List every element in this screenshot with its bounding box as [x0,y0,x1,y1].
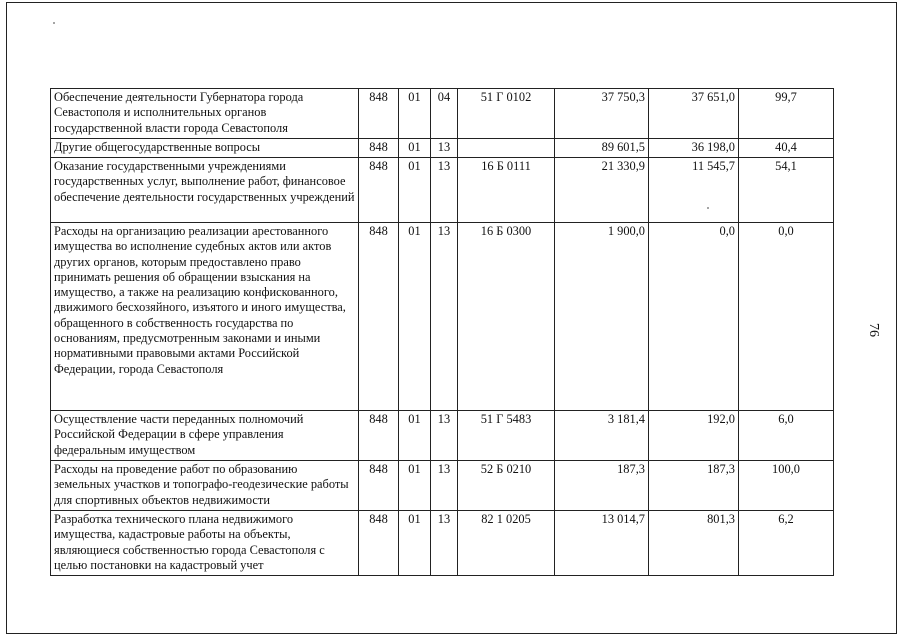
subsection-code: 13 [431,411,458,461]
grbs-code: 848 [359,139,399,158]
planned-amount: 37 750,3 [555,89,649,139]
target-article-code: 16 Б 0300 [458,223,555,411]
expense-name: Другие общегосударственные вопросы [51,139,359,158]
expense-name: Обеспечение деятельности Губернатора города Севастополя и исполнительных органов государственной власти города Севастополя [51,89,359,139]
execution-percent: 99,7 [739,89,834,139]
execution-percent: 40,4 [739,139,834,158]
execution-percent: 6,2 [739,511,834,576]
table-row [51,461,834,511]
execution-percent: 100,0 [739,461,834,511]
actual-amount: 37 651,0 [649,89,739,139]
expense-name: Разработка технического плана недвижимого имущества, кадастровые работы на объекты, являющиеся собственностью города Севастополя с целью постановки на кадастровый учет [51,511,359,576]
grbs-code: 848 [359,158,399,223]
page-number: 76 [866,323,881,337]
expense-name: Расходы на организацию реализации арестованного имущества во исполнение судебных актов или актов других органов, которым предоставлено право принимать решения об обращении взыскания на имущество, а также на реализацию конфискованного, движимого бесхозяйного, изъятого и иного имущества, обращенного в собственность государства по основаниям, предусмотренным законами и иными нормативными правовыми актами Российской Федерации, города Севастополя [51,223,359,411]
grbs-code: 848 [359,411,399,461]
target-article-code [458,139,555,158]
execution-percent: 0,0 [739,223,834,411]
section-code: 01 [399,411,431,461]
subsection-code: 13 [431,158,458,223]
planned-amount: 1 900,0 [555,223,649,411]
actual-amount: 187,3 [649,461,739,511]
expense-name: Оказание государственными учреждениями государственных услуг, выполнение работ, финансовое обеспечение деятельности государственных учреждений [51,158,359,223]
grbs-code: 848 [359,511,399,576]
execution-percent: 54,1 [739,158,834,223]
target-article-code: 51 Г 5483 [458,411,555,461]
actual-amount: 11 545,7 [649,158,739,223]
subsection-code: 13 [431,223,458,411]
table-row [51,158,834,223]
subsection-code: 13 [431,461,458,511]
subsection-code: 04 [431,89,458,139]
table-row [51,511,834,576]
target-article-code: 52 Б 0210 [458,461,555,511]
planned-amount: 187,3 [555,461,649,511]
scan-speck [53,22,55,24]
section-code: 01 [399,223,431,411]
actual-amount: 801,3 [649,511,739,576]
section-code: 01 [399,139,431,158]
grbs-code: 848 [359,223,399,411]
target-article-code: 82 1 0205 [458,511,555,576]
section-code: 01 [399,461,431,511]
expense-name: Расходы на проведение работ по образованию земельных участков и топографо-геодезические работы для спортивных объектов недвижимости [51,461,359,511]
table-row [51,223,834,411]
planned-amount: 89 601,5 [555,139,649,158]
planned-amount: 13 014,7 [555,511,649,576]
target-article-code: 16 Б 0111 [458,158,555,223]
grbs-code: 848 [359,461,399,511]
scan-speck [707,207,709,209]
expense-name: Осуществление части переданных полномочий Российской Федерации в сфере управления федеральным имуществом [51,411,359,461]
section-code: 01 [399,511,431,576]
subsection-code: 13 [431,511,458,576]
section-code: 01 [399,158,431,223]
actual-amount: 192,0 [649,411,739,461]
planned-amount: 21 330,9 [555,158,649,223]
planned-amount: 3 181,4 [555,411,649,461]
execution-percent: 6,0 [739,411,834,461]
grbs-code: 848 [359,89,399,139]
target-article-code: 51 Г 0102 [458,89,555,139]
table-row [51,139,834,158]
table-row [51,411,834,461]
actual-amount: 0,0 [649,223,739,411]
subsection-code: 13 [431,139,458,158]
table-row [51,89,834,139]
section-code: 01 [399,89,431,139]
budget-table [50,88,834,576]
actual-amount: 36 198,0 [649,139,739,158]
